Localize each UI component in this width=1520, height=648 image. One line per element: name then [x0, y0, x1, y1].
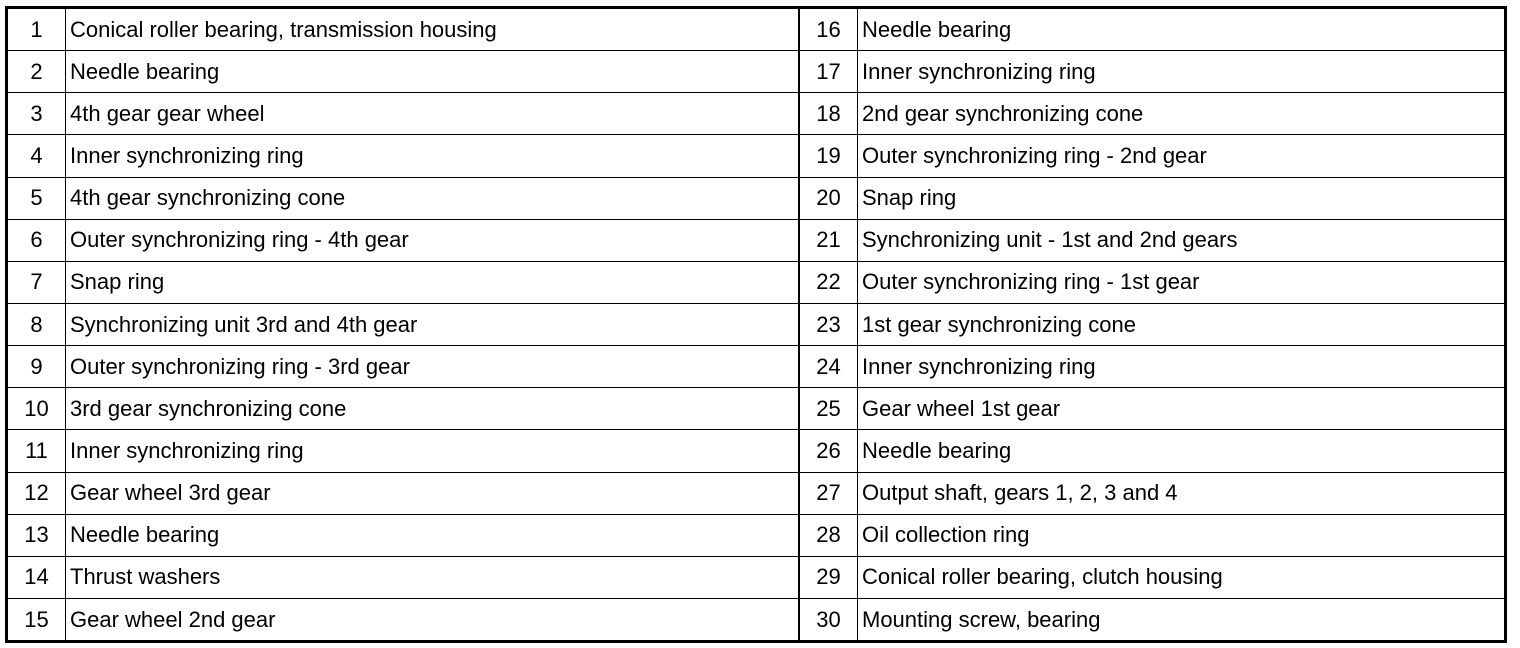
legend-item-description: 4th gear synchronizing cone	[70, 185, 346, 211]
legend-item-number: 19	[800, 135, 858, 176]
legend-item-description: Synchronizing unit 3rd and 4th gear	[70, 311, 418, 337]
legend-item-description: Outer synchronizing ring - 2nd gear	[862, 142, 1207, 168]
legend-item-description: Oil collection ring	[862, 522, 1030, 548]
legend-row	[8, 220, 798, 262]
legend-item-description: Outer synchronizing ring - 3rd gear	[70, 353, 410, 379]
legend-row	[8, 599, 798, 640]
parts-legend-table	[5, 6, 1507, 643]
legend-row	[8, 304, 798, 346]
legend-row	[8, 93, 798, 135]
legend-row	[800, 515, 1504, 557]
legend-item-description: 3rd gear synchronizing cone	[70, 395, 347, 421]
legend-item-number: 26	[800, 430, 858, 471]
legend-item-number: 12	[8, 473, 66, 514]
legend-item-description: 1st gear synchronizing cone	[862, 311, 1136, 337]
legend-item-description: Conical roller bearing, transmission housing	[70, 16, 497, 42]
legend-item-number: 11	[8, 430, 66, 471]
legend-item-number: 4	[8, 135, 66, 176]
legend-item-description: Inner synchronizing ring	[70, 437, 304, 463]
legend-item-number: 9	[8, 346, 66, 387]
legend-item-number: 29	[800, 557, 858, 598]
legend-item-number: 15	[8, 599, 66, 640]
legend-row	[800, 135, 1504, 177]
legend-row	[8, 515, 798, 557]
legend-row	[800, 9, 1504, 51]
legend-item-number: 18	[800, 93, 858, 134]
legend-row	[8, 473, 798, 515]
legend-item-description: Gear wheel 1st gear	[862, 395, 1061, 421]
legend-row	[800, 473, 1504, 515]
legend-row	[8, 388, 798, 430]
legend-item-number: 5	[8, 178, 66, 219]
legend-item-number: 14	[8, 557, 66, 598]
legend-item-number: 24	[800, 346, 858, 387]
legend-row	[8, 178, 798, 220]
legend-row	[800, 599, 1504, 640]
legend-column-right	[800, 9, 1504, 640]
legend-item-description: 2nd gear synchronizing cone	[862, 100, 1144, 126]
legend-row	[800, 557, 1504, 599]
legend-row	[800, 430, 1504, 472]
legend-row	[8, 346, 798, 388]
legend-item-number: 22	[800, 262, 858, 303]
legend-item-description: Needle bearing	[862, 16, 1012, 42]
legend-item-number: 23	[800, 304, 858, 345]
legend-item-number: 13	[8, 515, 66, 556]
legend-row	[800, 262, 1504, 304]
legend-item-number: 16	[800, 9, 858, 50]
legend-row	[800, 51, 1504, 93]
legend-item-description: Inner synchronizing ring	[862, 58, 1096, 84]
legend-item-description: 4th gear gear wheel	[70, 100, 265, 126]
legend-item-description: Synchronizing unit - 1st and 2nd gears	[862, 227, 1238, 253]
legend-item-description: Mounting screw, bearing	[862, 606, 1101, 632]
legend-item-number: 30	[800, 599, 858, 640]
legend-item-number: 10	[8, 388, 66, 429]
legend-item-description: Needle bearing	[70, 522, 220, 548]
legend-item-number: 25	[800, 388, 858, 429]
legend-item-description: Inner synchronizing ring	[70, 142, 304, 168]
legend-item-number: 21	[800, 220, 858, 261]
legend-row	[8, 135, 798, 177]
legend-item-description: Gear wheel 3rd gear	[70, 480, 271, 506]
legend-column-left	[8, 9, 800, 640]
legend-item-number: 2	[8, 51, 66, 92]
legend-item-description: Needle bearing	[862, 437, 1012, 463]
legend-item-description: Outer synchronizing ring - 1st gear	[862, 269, 1200, 295]
legend-row	[800, 220, 1504, 262]
legend-item-number: 3	[8, 93, 66, 134]
legend-item-description: Needle bearing	[70, 58, 220, 84]
legend-item-description: Gear wheel 2nd gear	[70, 606, 276, 632]
legend-item-number: 27	[800, 473, 858, 514]
legend-item-number: 7	[8, 262, 66, 303]
legend-item-number: 6	[8, 220, 66, 261]
legend-item-number: 17	[800, 51, 858, 92]
legend-row	[8, 262, 798, 304]
legend-row	[800, 388, 1504, 430]
legend-item-description: Conical roller bearing, clutch housing	[862, 564, 1223, 590]
legend-row	[800, 93, 1504, 135]
legend-row	[800, 346, 1504, 388]
legend-row	[800, 304, 1504, 346]
legend-item-description: Snap ring	[862, 185, 957, 211]
legend-row	[8, 557, 798, 599]
legend-item-number: 20	[800, 178, 858, 219]
legend-item-description: Snap ring	[70, 269, 165, 295]
legend-row	[800, 178, 1504, 220]
legend-row	[8, 51, 798, 93]
legend-item-description: Inner synchronizing ring	[862, 353, 1096, 379]
legend-item-number: 1	[8, 9, 66, 50]
legend-row	[8, 9, 798, 51]
legend-item-description: Outer synchronizing ring - 4th gear	[70, 227, 409, 253]
legend-row	[8, 430, 798, 472]
legend-item-number: 28	[800, 515, 858, 556]
legend-item-number: 8	[8, 304, 66, 345]
legend-item-description: Thrust washers	[70, 564, 221, 590]
legend-item-description: Output shaft, gears 1, 2, 3 and 4	[862, 480, 1178, 506]
